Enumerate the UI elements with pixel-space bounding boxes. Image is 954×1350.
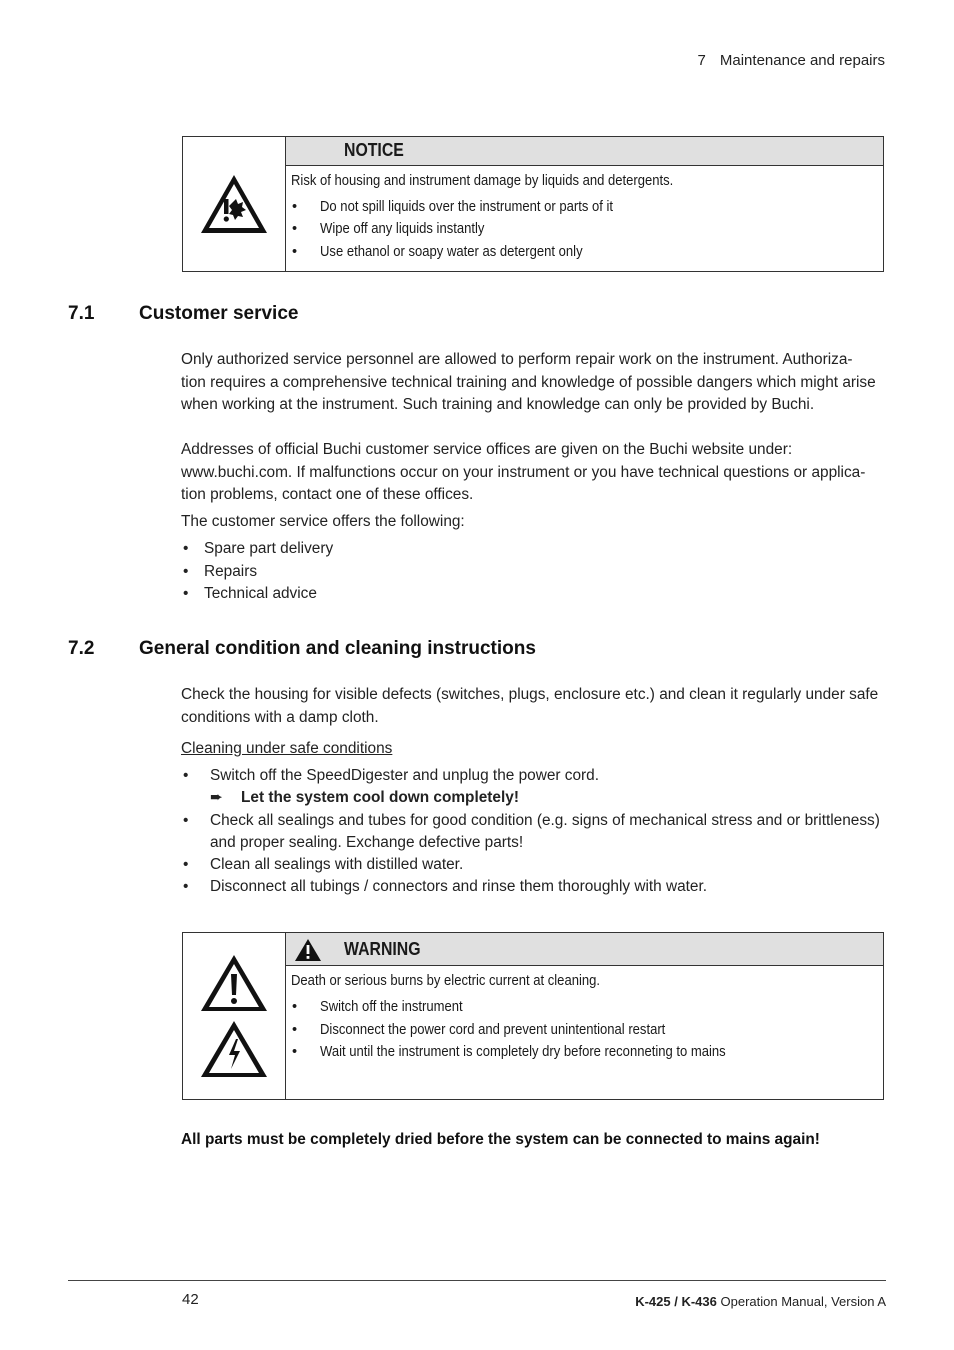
general-condition-paragraph: Check the housing for visible defects (switches, plugs, enclosure etc.) and clean it regularly under safe conditions with a damp cloth. [181,686,879,726]
section-heading-7-1 [68,303,298,325]
warning-item: • Switch off the instrument [292,999,463,1015]
notice-signal-bar [286,137,883,166]
list-item: • Repairs [183,562,258,580]
page-number: 42 [182,1291,199,1308]
section-title: General condition and cleaning instructions [139,638,536,659]
customer-service-paragraph-3: The customer service offers the following: [181,513,465,530]
warning-signal-bar [286,933,883,966]
warning-box [182,932,884,1100]
final-note: All parts must be completely dried before the system can be connected to mains again! [181,1131,820,1148]
notice-signal-word: NOTICE [344,140,404,161]
model-name: K-425 / K-436 [635,1294,717,1309]
step-item: • Clean all sealings with distilled water. [183,856,464,874]
document-id [635,1294,886,1309]
cleaning-steps [181,765,889,899]
warning-item: • Wait until the instrument is completely dry before reconneting to mains [292,1044,726,1060]
section-number: 7.1 [68,303,95,324]
chapter-number: 7 [697,52,706,69]
section-title: Customer service [139,303,299,324]
list-item: • Technical advice [183,585,317,602]
general-warning-icon [199,953,269,1013]
section-heading-7-2 [68,638,536,660]
warning-lead: Death or serious burns by electric current at cleaning. [291,973,601,989]
property-damage-icon [198,172,270,236]
electric-shock-icon [199,1019,269,1079]
running-header [698,52,885,69]
warning-triangle-icon [294,938,322,962]
warning-item: • Disconnect the power cord and prevent unintentional restart [292,1021,666,1038]
list-item: • Spare part delivery [183,540,334,557]
step-result: ➨ Let the system cool down completely! [181,787,889,809]
footer-rule [68,1280,886,1281]
step-item: • Disconnect all tubings / connectors and rinse them thoroughly with water. [183,878,708,896]
section-number: 7.2 [68,638,95,659]
customer-service-paragraph-2: Addresses of official Buchi customer service offices are given on the Buchi website under: www.buchi.com. If malfunctions occur on your instrument or you have technical questions or applica- tion problems, contact one of these offices. [181,441,866,503]
customer-service-paragraph-1: Only authorized service personnel are allowed to perform repair work on the instrument. Authoriza- tion requires a comprehensive technical training and knowledge of possible dangers which might arise when working at the instrument. Such training and knowledge can only be provided by Buchi. [181,351,876,413]
document-title: Operation Manual, Version A [720,1294,886,1309]
chapter-title: Maintenance and repairs [719,52,885,69]
cleaning-subheading: Cleaning under safe conditions [181,740,393,757]
notice-item: • Wipe off any liquids instantly [292,221,485,237]
notice-box [182,136,884,272]
step-item: • Check all sealings and tubes for good condition (e.g. signs of mechanical stress and or brittleness) and proper sealing. Exchange defective parts! [183,811,880,851]
customer-service-offers [181,538,333,606]
notice-icon-column [183,137,286,271]
notice-lead: Risk of housing and instrument damage by liquids and detergents. [291,172,674,189]
notice-item: • Do not spill liquids over the instrument or parts of it [292,198,614,215]
warning-icon-column [183,933,286,1099]
notice-item: • Use ethanol or soapy water as detergent only [292,243,583,260]
warning-signal-word: WARNING [344,938,421,959]
result-arrow-icon: ➨ [210,789,223,807]
step-item: • Switch off the SpeedDigester and unplug the power cord. ➨ Let the system cool down completely! [181,765,889,810]
